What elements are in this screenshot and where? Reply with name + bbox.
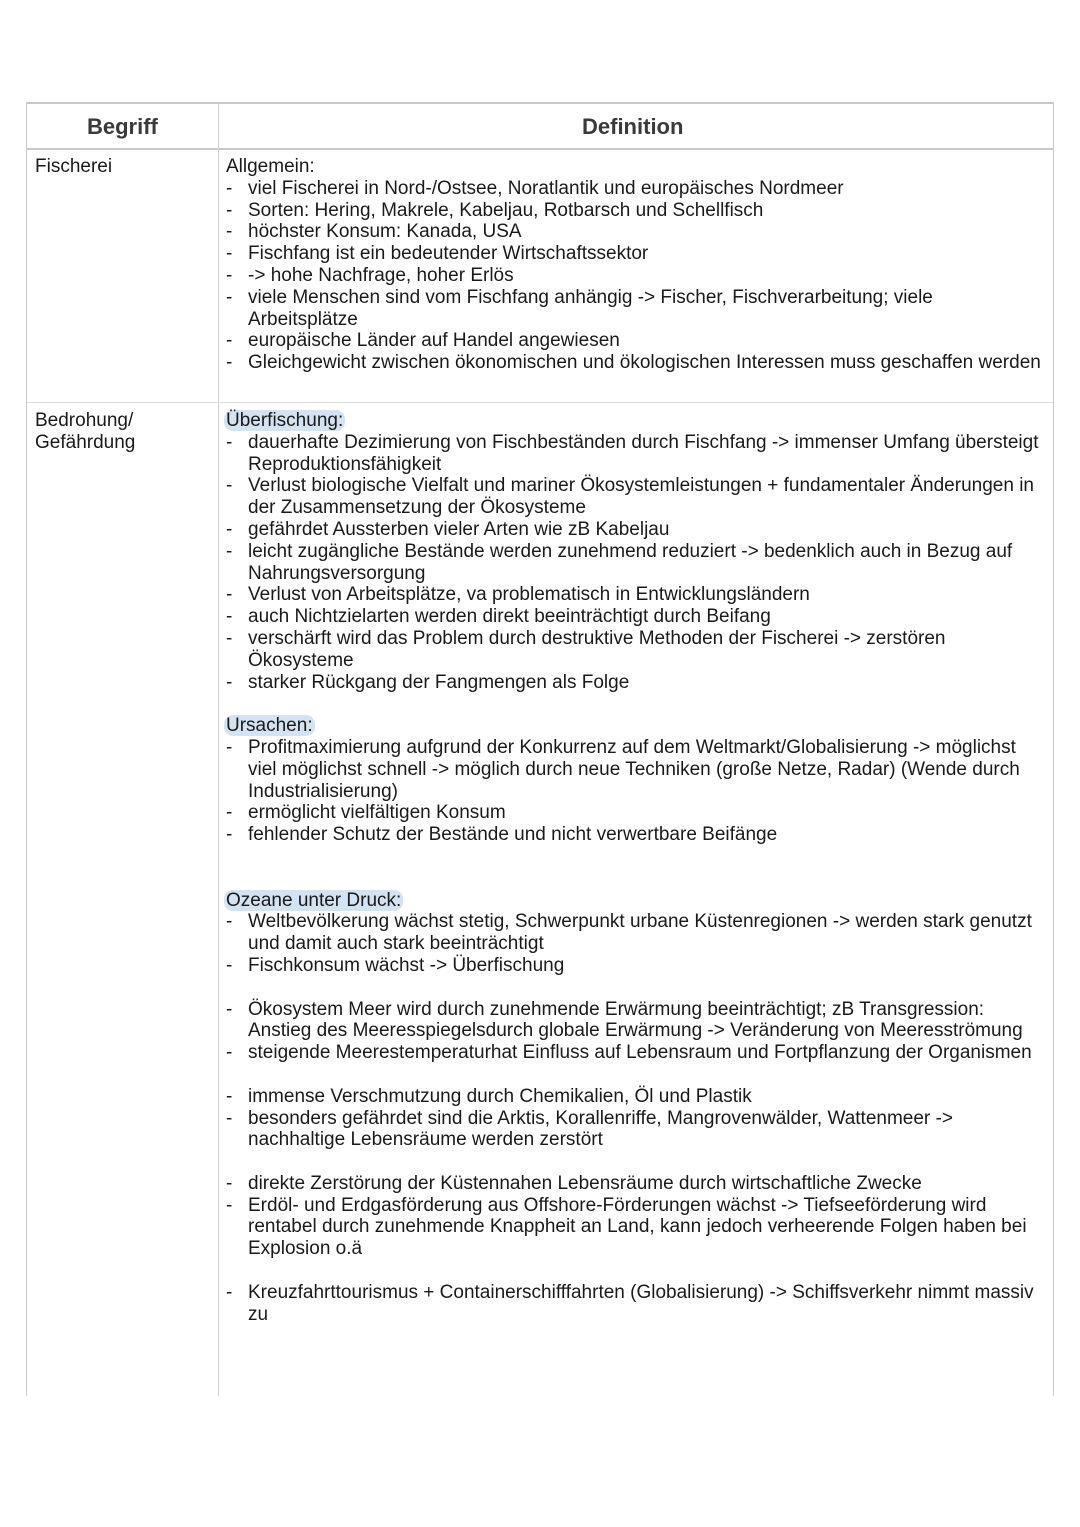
- list-item: - immense Verschmutzung durch Chemikalien, Öl und Plastik: [226, 1086, 1041, 1108]
- list-item: - verschärft wird das Problem durch destruktive Methoden der Fischerei -> zerstören Ökosysteme: [226, 628, 1041, 672]
- bullet-list: [226, 1086, 1041, 1151]
- section-heading: [226, 715, 1041, 737]
- bullet-list: [226, 1282, 1041, 1326]
- list-item: - Ökosystem Meer wird durch zunehmende Erwärmung beeinträchtigt; zB Transgression: Anstieg des Meeresspiegelsdurch globale Erwärmung -> Veränderung von Meeresströmung: [226, 999, 1041, 1043]
- definition-bedrohung: [226, 410, 1041, 1325]
- bullet-list: [226, 737, 1041, 846]
- bullet-list: [226, 911, 1041, 976]
- list-item: - Sorten: Hering, Makrele, Kabeljau, Rotbarsch und Schellfisch: [226, 200, 1041, 222]
- list-item: - Kreuzfahrttourismus + Containerschifffahrten (Globalisierung) -> Schiffsverkehr nimmt massiv zu: [226, 1282, 1041, 1326]
- highlighted-heading: Ozeane unter Druck:: [226, 889, 402, 911]
- term-bedrohung: [35, 410, 135, 454]
- list-item: - viele Menschen sind vom Fischfang anhängig -> Fischer, Fischverarbeitung; viele Arbeitsplätze: [226, 287, 1041, 331]
- list-item: - direkte Zerstörung der Küstennahen Lebensräume durch wirtschaftliche Zwecke: [226, 1173, 1041, 1195]
- list-item: - Erdöl- und Erdgasförderung aus Offshore-Förderungen wächst -> Tiefseeförderung wird rentabel durch zunehmende Knappheit an Land, kann jedoch verheerende Folgen haben bei Explosion o.ä: [226, 1195, 1041, 1260]
- list-item: - Profitmaximierung aufgrund der Konkurrenz auf dem Weltmarkt/Globalisierung -> möglichst viel möglichst schnell -> möglich durch neue Techniken (große Netze, Radar) (Wende durch Industrialisierung): [226, 737, 1041, 802]
- row-separator: [27, 402, 1053, 403]
- definition-table: [26, 102, 1054, 1396]
- list-item: - Fischfang ist ein bedeutender Wirtschaftssektor: [226, 243, 1041, 265]
- list-item: - steigende Meerestemperaturhat Einfluss auf Lebensraum und Fortpflanzung der Organismen: [226, 1042, 1041, 1064]
- term-line: Gefährdung: [35, 431, 136, 453]
- section-heading: Allgemein:: [226, 156, 315, 177]
- list-item: - besonders gefährdet sind die Arktis, Korallenriffe, Mangrovenwälder, Wattenmeer -> nachhaltige Lebensräume werden zerstört: [226, 1108, 1041, 1152]
- list-item: - fehlender Schutz der Bestände und nicht verwertbare Beifänge: [226, 824, 1041, 846]
- list-item: - dauerhafte Dezimierung von Fischbeständen durch Fischfang -> immenser Umfang übersteigt Reproduktionsfähigkeit: [226, 432, 1041, 476]
- list-item: - Verlust biologische Vielfalt und mariner Ökosystemleistungen + fundamentaler Änderungen in der Zusammensetzung der Ökosysteme: [226, 475, 1041, 519]
- term-fischerei: Fischerei: [35, 156, 113, 177]
- list-item: - auch Nichtzielarten werden direkt beeinträchtigt durch Beifang: [226, 606, 1041, 628]
- list-item: - -> hohe Nachfrage, hoher Erlös: [226, 265, 1041, 287]
- header-definition: Definition: [582, 114, 684, 139]
- list-item: - viel Fischerei in Nord-/Ostsee, Noratlantik und europäisches Nordmeer: [226, 178, 1041, 200]
- bullet-list: [226, 178, 1041, 374]
- definition-fischerei: [226, 156, 1041, 374]
- list-item: - europäische Länder auf Handel angewiesen: [226, 330, 1041, 352]
- term-line: Bedrohung/: [35, 410, 134, 431]
- list-item: - ermöglicht vielfältigen Konsum: [226, 802, 1041, 824]
- list-item: - gefährdet Aussterben vieler Arten wie zB Kabeljau: [226, 519, 1041, 541]
- table-header: [27, 104, 1053, 150]
- list-item: - Weltbevölkerung wächst stetig, Schwerpunkt urbane Küstenregionen -> werden stark genutzt und damit auch stark beeinträchtigt: [226, 911, 1041, 955]
- list-item: - starker Rückgang der Fangmengen als Folge: [226, 672, 1041, 694]
- bullet-list: [226, 432, 1041, 694]
- column-divider: [218, 104, 219, 1396]
- section-heading: [226, 890, 1041, 912]
- list-item: - Fischkonsum wächst -> Überfischung: [226, 955, 1041, 977]
- header-term: Begriff: [87, 114, 158, 139]
- highlighted-heading: Ursachen:: [226, 715, 313, 737]
- list-item: - höchster Konsum: Kanada, USA: [226, 221, 1041, 243]
- highlighted-heading: Überfischung:: [226, 410, 344, 431]
- bullet-list: [226, 1173, 1041, 1260]
- bullet-list: [226, 999, 1041, 1064]
- list-item: - leicht zugängliche Bestände werden zunehmend reduziert -> bedenklich auch in Bezug auf Nahrungsversorgung: [226, 541, 1041, 585]
- list-item: - Gleichgewicht zwischen ökonomischen und ökologischen Interessen muss geschaffen werden: [226, 352, 1041, 374]
- section-heading: [226, 410, 1041, 432]
- list-item: - Verlust von Arbeitsplätze, va problematisch in Entwicklungsländern: [226, 584, 1041, 606]
